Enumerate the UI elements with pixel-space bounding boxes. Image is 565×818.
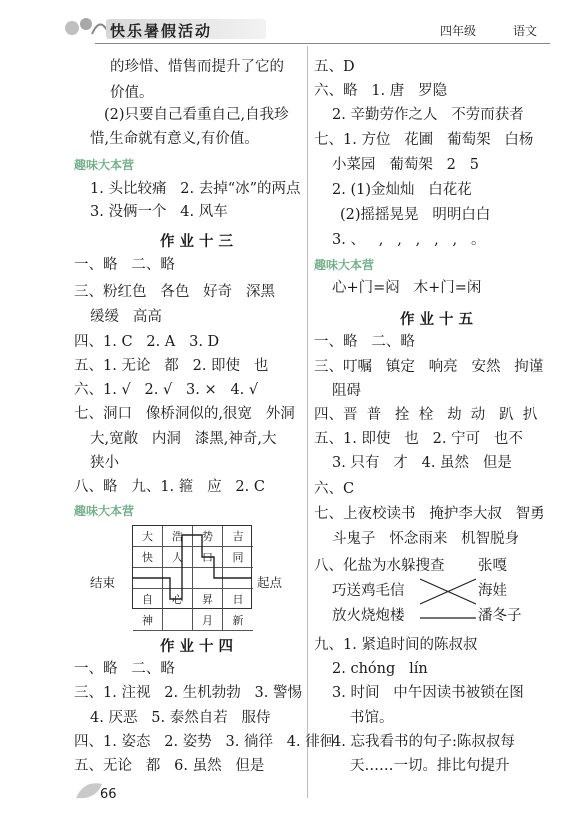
answer-line: 4. 厌恶 5. 泰然自若 服侍 xyxy=(90,710,271,726)
answer-line: 五、D xyxy=(314,59,355,75)
answer-line: 四、晋 普 拴 栓 劫 动 趴 扒 xyxy=(314,407,538,423)
answer-line: 七、洞口 像桥洞似的,很宽 外洞 xyxy=(74,406,295,422)
answer-line: 九、1. 紧追时间的陈叔叔 xyxy=(314,637,478,653)
grid-cell: 浩 xyxy=(163,526,193,547)
fun-section-label: 趣味大本营 xyxy=(74,158,135,172)
answer-line: 2. (1)金灿灿 白花花 xyxy=(332,182,472,198)
answer-line: 六、略 1. 唐 罗隐 xyxy=(314,83,448,99)
answer-line: 4. 忘我看书的句子:陈叔叔每 xyxy=(332,734,515,750)
answer-line: 惜,生命就有意义,有价值。 xyxy=(90,131,259,147)
grid-cell: 新 xyxy=(223,610,253,631)
answer-line: 张嘎 xyxy=(478,558,507,574)
section-heading-15: 作业十五 xyxy=(400,311,478,328)
grid-cell xyxy=(163,610,193,631)
answer-line: 3. 只有 才 4. 虽然 但是 xyxy=(332,455,512,471)
answer-line: 天……一切。排比句提升 xyxy=(350,758,510,774)
answer-line: 缓缓 高高 xyxy=(90,309,162,325)
grid-end-label: 结束 xyxy=(90,575,116,590)
answer-line: 潘冬子 xyxy=(478,608,522,624)
answer-line: 1. 头比较痛 2. 去掉“冰”的两点 xyxy=(90,181,301,197)
matching-lines xyxy=(420,570,476,620)
maze-path xyxy=(132,525,252,609)
grid-cell: 昇 xyxy=(193,589,223,610)
answer-line: 六、C xyxy=(314,481,355,497)
answer-line: 七、上夜校读书 掩护李大叔 智勇 xyxy=(314,506,545,522)
answer-line: 的珍惜、惜售而提升了它的 xyxy=(110,59,284,75)
answer-line: 五、无论 都 6. 虽然 但是 xyxy=(74,758,265,774)
grid-cell: 吉 xyxy=(223,526,253,547)
answer-line: 八、化盐为水躲搜查 xyxy=(314,558,445,574)
answer-line: 三、叮嘱 镇定 响亮 安然 拘谨 xyxy=(314,359,544,375)
grid-cell: 快 xyxy=(133,547,163,568)
answer-line: 放火烧炮楼 xyxy=(332,608,405,624)
grade-label: 四年级 xyxy=(440,24,477,38)
grid-cell: 人 xyxy=(163,547,193,568)
cartoon-decoration-icon xyxy=(62,10,110,40)
section-heading-14: 作业十四 xyxy=(160,638,238,655)
grid-cell: 日 xyxy=(232,593,244,606)
section-heading-13: 作业十三 xyxy=(160,233,238,250)
grid-start-label: 起点 xyxy=(257,575,283,590)
answer-line: 2. chóng lín xyxy=(332,661,428,677)
page-number: 66 xyxy=(100,787,117,802)
fun-section-label-3: 趣味大本营 xyxy=(314,258,375,272)
answer-line: 巧送鸡毛信 xyxy=(332,583,405,599)
answer-line: 3. 、 , , , , , 。 xyxy=(332,232,486,248)
answer-line: 心+门=闷 木+门=闲 xyxy=(332,280,482,296)
answer-line: 价值。 xyxy=(110,85,154,101)
answer-line: 书馆。 xyxy=(350,710,394,726)
grid-cell: 月 xyxy=(193,610,223,631)
answer-line: 四、1. C 2. A 3. D xyxy=(74,334,220,350)
answer-line: 阻碍 xyxy=(332,383,361,399)
grid-cell: 势 xyxy=(193,526,223,547)
grid-cell: 大 xyxy=(133,526,163,547)
column-divider xyxy=(307,46,308,798)
grid-cell: 同 xyxy=(223,547,253,568)
grid-cell: 自 xyxy=(133,589,163,610)
answer-line: (2)只要自己看重自己,自我珍 xyxy=(104,107,289,123)
answer-line: 六、1. √ 2. √ 3. × 4. √ xyxy=(74,382,259,398)
answer-line: 大,宽敞 内洞 漆黑,神奇,大 xyxy=(90,431,277,447)
answer-line: 小菜园 葡萄架 2 5 xyxy=(332,157,479,173)
grid-cell: 心 xyxy=(163,589,193,610)
answer-line: 五、1. 即使 也 2. 宁可 也不 xyxy=(314,431,523,447)
fun-section-label-2: 趣味大本营 xyxy=(74,504,135,518)
header-rule xyxy=(95,43,550,44)
answer-line: 一、略 二、略 xyxy=(314,334,415,350)
answer-line: 狭小 xyxy=(90,455,119,471)
answer-line: 海娃 xyxy=(478,583,507,599)
answer-line: 一、略 二、略 xyxy=(74,257,175,273)
answer-line: 斗鬼子 怀念雨来 机智脱身 xyxy=(332,531,520,547)
answer-line: 三、1. 注视 2. 生机勃勃 3. 警惕 xyxy=(74,685,302,701)
grid-cell: 神 xyxy=(133,610,163,631)
subject-label: 语文 xyxy=(513,24,538,38)
page-title: 快乐暑假活动 xyxy=(110,22,213,40)
answer-line: 四、1. 姿态 2. 姿势 3. 徜徉 4. 徘徊 xyxy=(74,734,335,750)
page-header xyxy=(0,0,565,46)
answer-line: (2)摇摇晃晃 明明白白 xyxy=(340,207,491,223)
answer-line: 五、1. 无论 都 2. 即使 也 xyxy=(74,358,269,374)
answer-line: 三、粉红色 各色 好奇 深黑 xyxy=(74,284,275,300)
answer-line: 八、略 九、1. 箍 应 2. C xyxy=(74,479,265,495)
answer-line: 一、略 二、略 xyxy=(74,661,175,677)
answer-line: 2. 辛勤劳作之人 不劳而获者 xyxy=(332,107,524,123)
answer-line: 3. 时间 中午因读书被锁在图 xyxy=(332,685,524,701)
grid-cell: 口 xyxy=(193,547,223,568)
answer-line: 七、1. 方位 花圃 葡萄架 白杨 xyxy=(314,132,534,148)
answer-line: 3. 没俩一个 4. 风车 xyxy=(90,204,228,220)
